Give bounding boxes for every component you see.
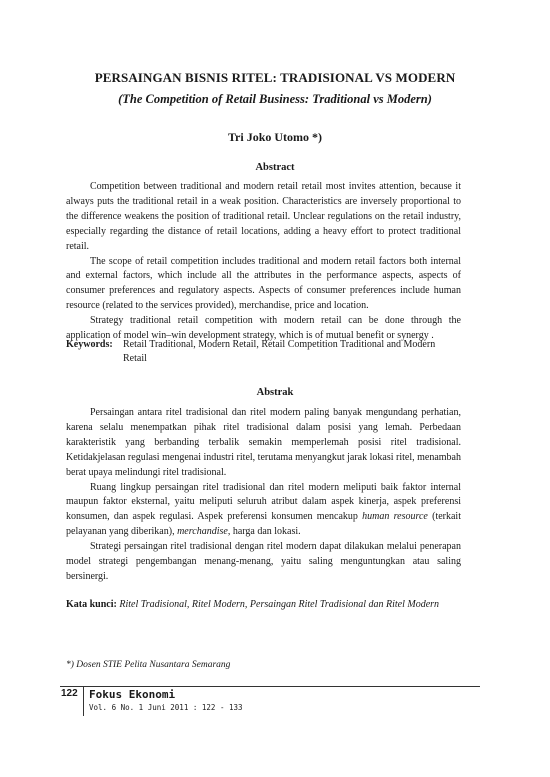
abstract-paragraph-1: Competition between traditional and modern retail retail most invites attention, because it always puts the traditional retail in a weak position. Characteristics are inversely proportional to the difference weakens the position of traditional retail. Unclear regulations on the retail industry, especially regarding the distance of retail locations, adding a heavy effort to protect traditional retail. (66, 181, 461, 252)
abstract-body (66, 180, 461, 344)
kata-kunci-text: Ritel Tradisional, Ritel Modern, Persaingan Ritel Tradisional dan Ritel Modern (119, 599, 440, 610)
paper-subtitle: (The Competition of Retail Business: Traditional vs Modern) (118, 92, 432, 106)
journal-name: Fokus Ekonomi (89, 688, 176, 701)
paper-title: PERSAINGAN BISNIS RITEL: TRADISIONAL VS MODERN (94, 70, 456, 85)
author-name: Tri Joko Utomo *) (227, 130, 323, 144)
abstrak-p2-term-merchandise: merchandise (177, 526, 228, 538)
abstract-heading: Abstract (255, 162, 295, 173)
author-footnote: *) Dosen STIE Pelita Nusantara Semarang (66, 660, 231, 670)
abstrak-p2-text-b: (terkait pelayanan yang diberikan), (66, 511, 461, 538)
abstract-paragraph-3: Strategy traditional retail competition with modern retail can be done through the application of model win–win development strategy, which is of mutual benefit or synergy . (66, 315, 461, 342)
kata-kunci-label: Kata kunci: (66, 599, 117, 610)
keywords-row (66, 338, 461, 366)
keywords-label: Keywords: (66, 339, 113, 350)
footer-horizontal-rule (60, 686, 480, 687)
page-number: 122 (61, 688, 78, 699)
abstrak-p2-text-c: , harga dan lokasi. (227, 526, 301, 538)
abstrak-p2-term-human-resource: human resource (362, 511, 428, 523)
journal-issue: Vol. 6 No. 1 Juni 2011 : 122 - 133 (89, 703, 243, 712)
abstrak-paragraph-3: Strategi persaingan ritel tradisional dengan ritel modern dapat dilakukan melalui penerapan model strategi pengembangan menang-menang, yaitu saling menguntungkan atau saling bersinergi. (66, 541, 461, 582)
abstrak-body (66, 406, 461, 585)
footer-vertical-rule (83, 686, 84, 716)
abstrak-paragraph-1: Persaingan antara ritel tradisional dan ritel modern paling banyak mengundang perhatian, karena selalu menempatkan pihak ritel tradisional dalam posisi yang lemah. Perbedaan karakteristik yang berbanding terbalik semakin memperlemah posisi ritel tradisional. Ketidakjelasan regulasi mengenai industri ritel, terutama menyangkut jarak lokasi ritel, menambah berat upaya melindungi ritel tradisional. (66, 407, 461, 478)
abstrak-heading: Abstrak (256, 387, 294, 398)
kata-kunci-row (66, 598, 476, 612)
abstrak-paragraph-2 (66, 481, 461, 541)
keywords-text: Retail Traditional, Modern Retail, Retail Competition Traditional and Modern Retail (123, 339, 436, 364)
abstract-paragraph-2: The scope of retail competition includes traditional and modern retail factors both internal and external factors, which include all the attributes in the performance aspects, aspects of consumer preferences and regulatory aspects. Aspects of consumer preferences include human resource (related to the services provided), merchandise, price and location. (66, 255, 461, 312)
abstrak-p2-text-a: Ruang lingkup persaingan ritel tradisional dan ritel modern meliputi baik faktor internal maupun faktor eksternal, yaitu meliputi seluruh atribut dalam aspek kinerja, aspek preferensi konsumen, dan aspek regulasi. Aspek preferensi konsumen mencakup (66, 481, 461, 523)
